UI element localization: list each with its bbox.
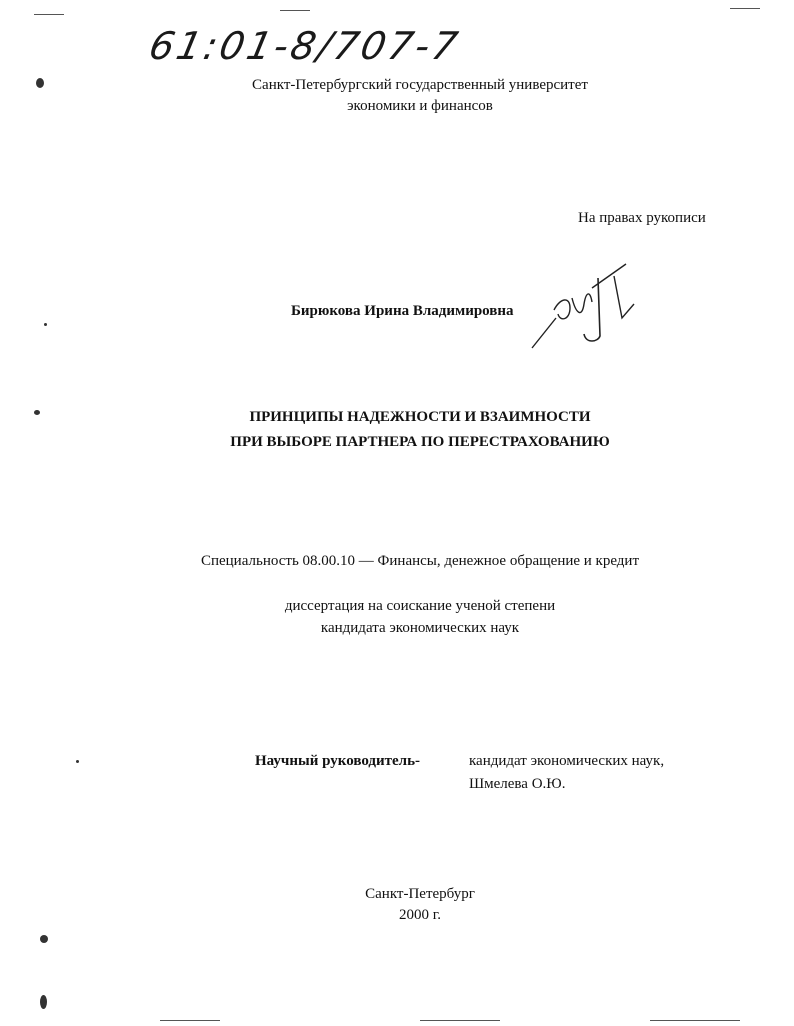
scan-mark — [650, 1020, 740, 1021]
supervisor-degree: кандидат экономических наук, — [469, 753, 665, 769]
rights-note: На правах рукописи — [578, 210, 706, 226]
university-name-line1: Санкт-Петербургский государственный университет — [252, 77, 588, 93]
scan-speck — [44, 323, 47, 326]
scan-mark — [730, 8, 760, 9]
city: Санкт-Петербург — [365, 886, 475, 902]
scan-mark — [420, 1020, 500, 1021]
degree-line1: диссертация на соискание ученой степени — [284, 598, 556, 614]
specialty-line: Специальность 08.00.10 — Финансы, денежное обращение и кредит — [200, 553, 640, 569]
scan-mark — [34, 14, 64, 15]
thesis-title-line2: ПРИ ВЫБОРЕ ПАРТНЕРА ПО ПЕРЕСТРАХОВАНИЮ — [230, 434, 610, 450]
scan-speck — [40, 995, 47, 1009]
scan-mark — [160, 1020, 220, 1021]
scan-speck — [76, 760, 79, 763]
handwritten-signature — [526, 258, 646, 358]
handwritten-archive-code: 61:01-8/707-7 — [145, 24, 465, 68]
year: 2000 г. — [399, 907, 441, 923]
author-name: Бирюкова Ирина Владимировна — [291, 303, 514, 319]
university-name-line2: экономики и финансов — [347, 98, 493, 114]
scan-speck — [36, 78, 44, 88]
supervisor-name: Шмелева О.Ю. — [469, 776, 566, 792]
supervisor-label: Научный руководитель- — [255, 753, 420, 769]
degree-line2: кандидата экономических наук — [320, 620, 520, 636]
thesis-title-line1: ПРИНЦИПЫ НАДЕЖНОСТИ И ВЗАИМНОСТИ — [249, 409, 591, 425]
scan-mark — [280, 10, 310, 11]
scan-speck — [34, 410, 40, 415]
scan-speck — [40, 935, 48, 943]
